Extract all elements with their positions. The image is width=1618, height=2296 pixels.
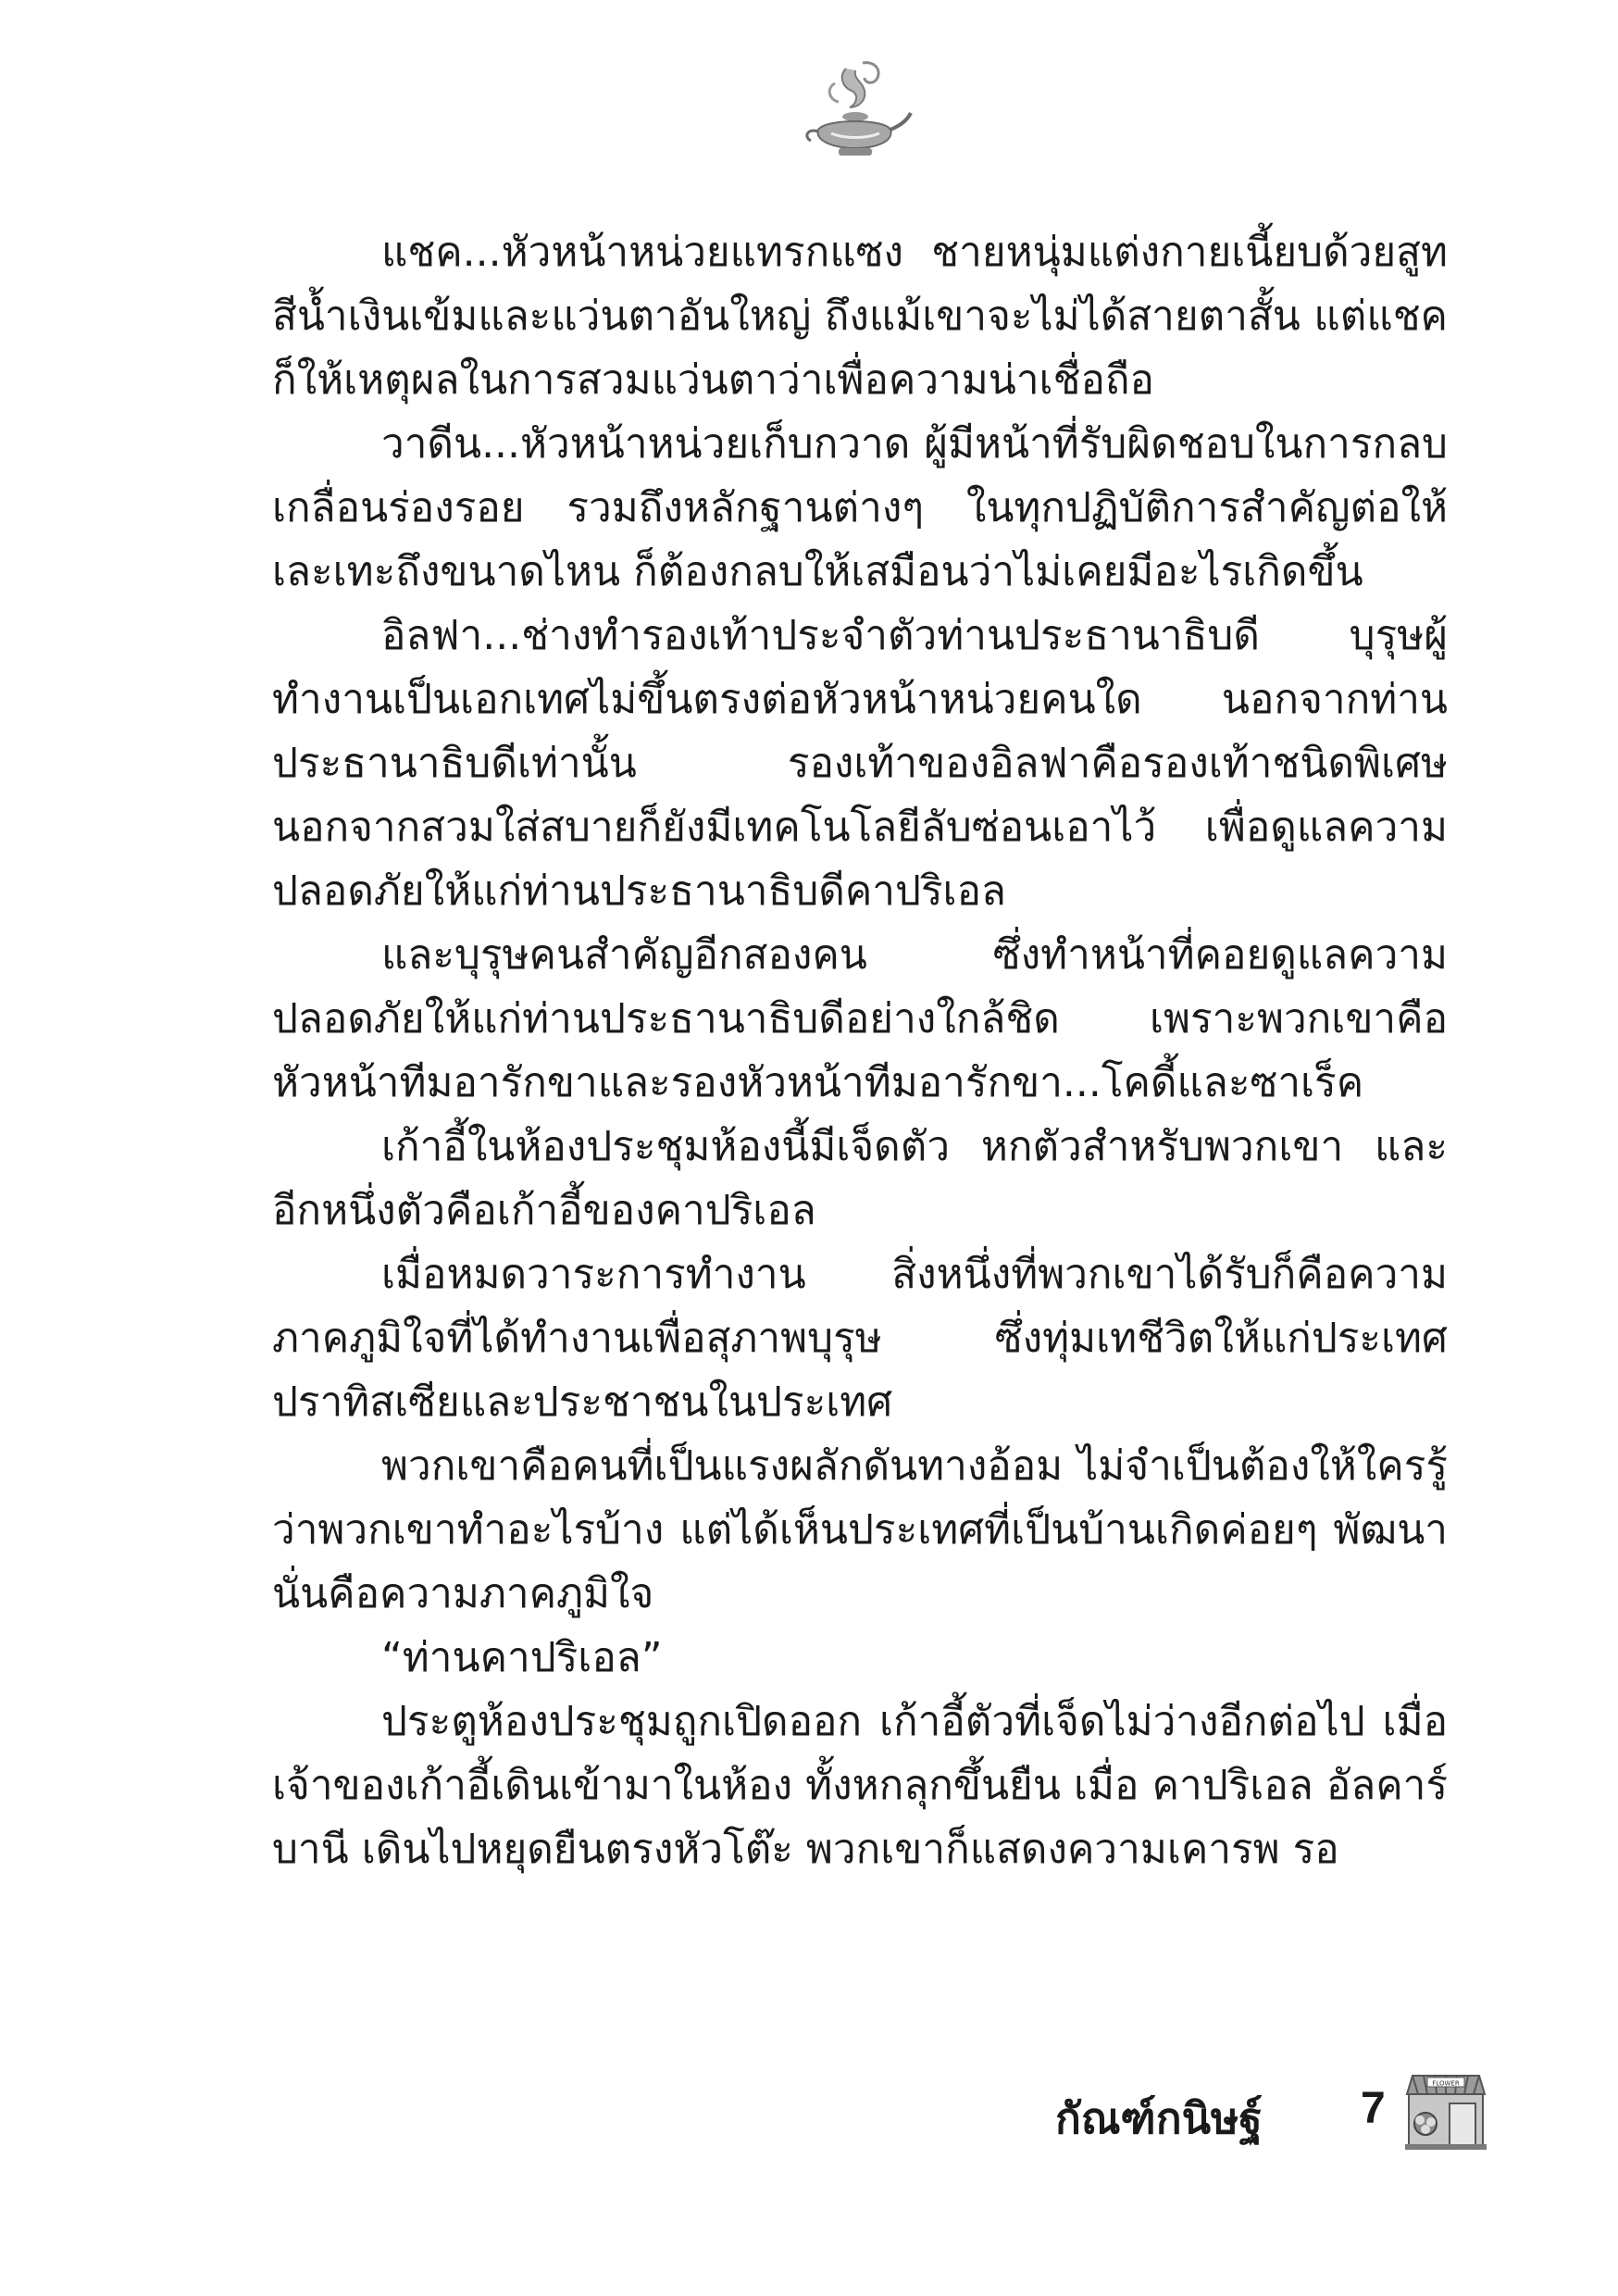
page-footer xyxy=(1055,2066,1462,2159)
paragraph: พวกเขาคือคนที่เป็นแรงผลักดันทางอ้อม ไม่จำเป็นต้องให้ใครรู้ว่าพวกเขาทำอะไรบ้าง แต่ได้เห็นประเทศที่เป็นบ้านเกิดค่อยๆ พัฒนานั่นคือความภาคภูมิใจ xyxy=(272,1442,1448,1617)
book-title: กัณฑ์กนิษฐ์ xyxy=(1055,2093,1263,2143)
paragraph: และบุรุษคนสำคัญอีกสองคน ซึ่งทำหน้าที่คอยดูแลความปลอดภัยให้แก่ท่านประธานาธิบดีอย่างใกล้ชิด เพราะพวกเขาคือหัวหน้าทีมอารักขาและรองหัวหน้าทีมอารักขา...โคดี้และซาเร็ค xyxy=(272,931,1448,1106)
dialogue-line: “ท่านคาปริเอล” xyxy=(381,1634,663,1681)
paragraph: ประตูห้องประชุมถูกเปิดออก เก้าอี้ตัวที่เจ็ดไม่ว่างอีกต่อไป เมื่อเจ้าของเก้าอี้เดินเข้ามาในห้อง ทั้งหกลุกขึ้นยืน เมื่อ คาปริเอล อัลคาร์บานี เดินไปหยุดยืนตรงหัวโต๊ะ พวกเขาก็แสดงความเคารพ รอ xyxy=(272,1698,1448,1873)
page-body xyxy=(272,220,1448,1881)
paragraph: เก้าอี้ในห้องประชุมห้องนี้มีเจ็ดตัว หกตัวสำหรับพวกเขา และอีกหนึ่งตัวคือเก้าอี้ของคาปริเอล xyxy=(272,1123,1448,1234)
genie-lamp-icon xyxy=(798,56,913,170)
paragraph: วาดีน...หัวหน้าหน่วยเก็บกวาด ผู้มีหน้าที่รับผิดชอบในการกลบเกลื่อนร่องรอย รวมถึงหลักฐานต่างๆ ในทุกปฏิบัติการสำคัญต่อให้เละเทะถึงขนาดไหน ก็ต้องกลบให้เสมือนว่าไม่เคยมีอะไรเกิดขึ้น xyxy=(272,420,1448,595)
paragraph: เมื่อหมดวาระการทำงาน สิ่งหนึ่งที่พวกเขาได้รับก็คือความภาคภูมิใจที่ได้ทำงานเพื่อสุภาพบุรุษ ซึ่งทุ่มเทชีวิตให้แก่ประเทศปราทิสเซียและประชาชนในประเทศ xyxy=(272,1251,1448,1426)
shop-sign-text: FLOWER xyxy=(1432,2079,1460,2088)
paragraph: อิลฟา...ช่างทำรองเท้าประจำตัวท่านประธานาธิบดี บุรุษผู้ทำงานเป็นเอกเทศไม่ขึ้นตรงต่อหัวหน้าหน่วยคนใด นอกจากท่านประธานาธิบดีเท่านั้น รองเท้าของอิลฟาคือรองเท้าชนิดพิเศษ นอกจากสวมใส่สบายก็ยังมีเทคโนโลยีลับซ่อนเอาไว้ เพื่อดูแลความปลอดภัยให้แก่ท่านประธานาธิบดีคาปริเอล xyxy=(272,612,1448,915)
flower-shop-icon xyxy=(1400,2066,1492,2152)
page-number: 7 xyxy=(1361,2084,1386,2133)
paragraph: แชค...หัวหน้าหน่วยแทรกแซง ชายหนุ่มแต่งกายเนี้ยบด้วยสูทสีน้ำเงินเข้มและแว่นตาอันใหญ่ ถึงแม้เขาจะไม่ได้สายตาสั้น แต่แชคก็ให้เหตุผลในการสวมแว่นตาว่าเพื่อความน่าเชื่อถือ xyxy=(272,229,1448,404)
